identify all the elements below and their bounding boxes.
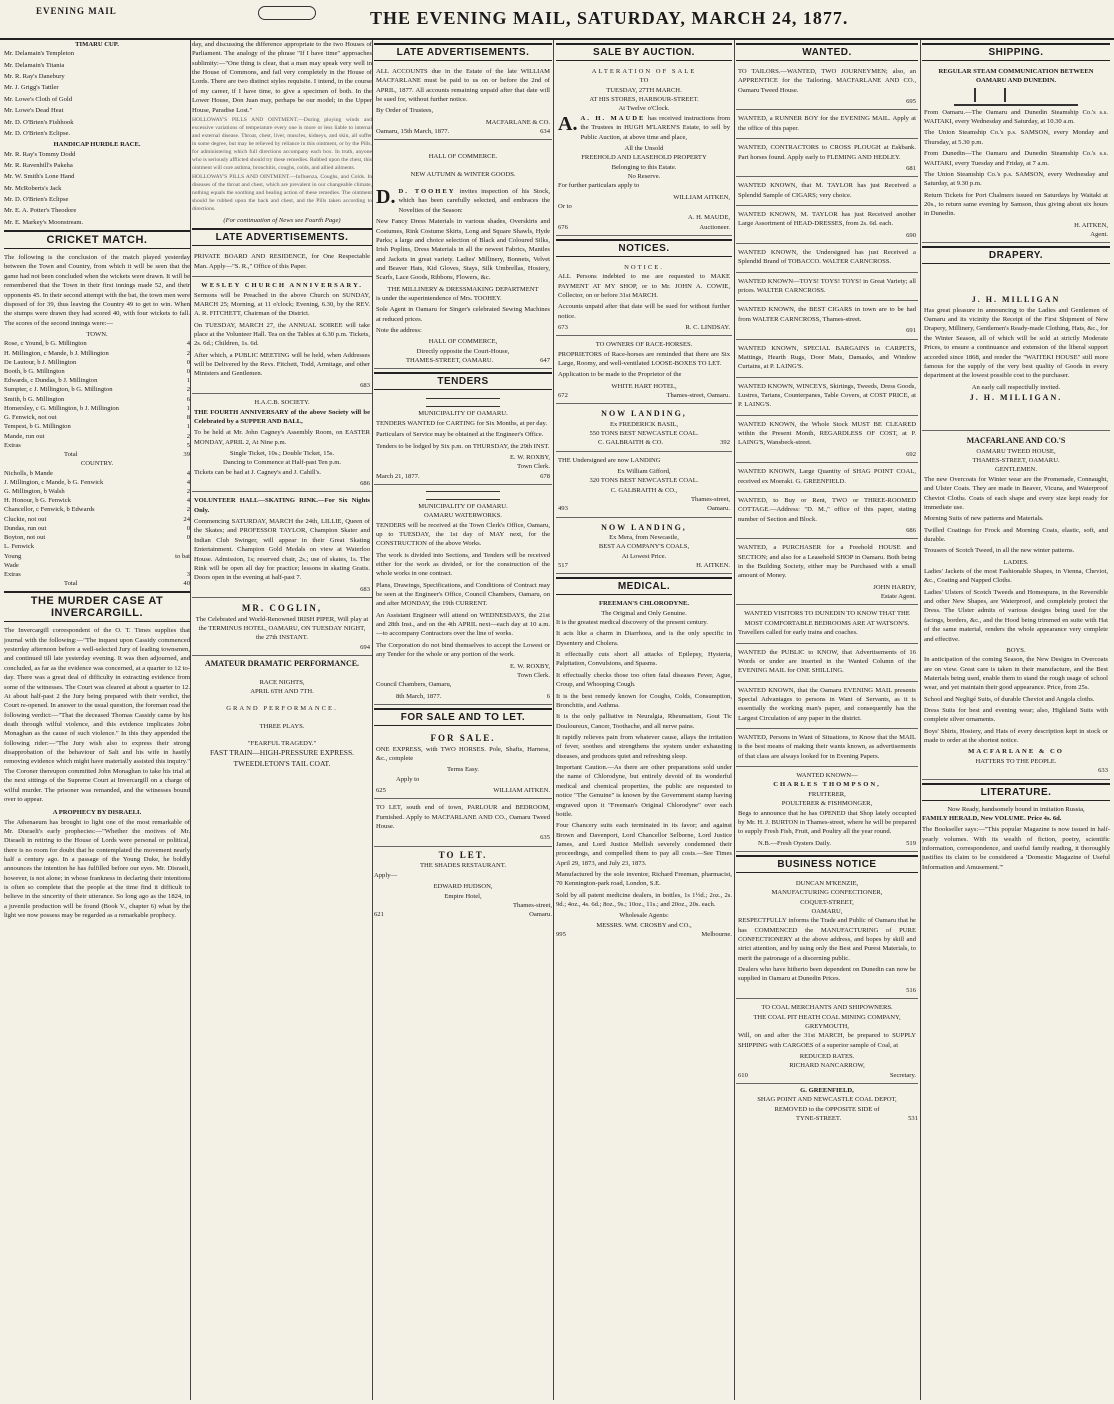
amateur-dramatic-ad: AMATEUR DRAMATIC PERFORMANCE. RACE NIGHTS, APRIL 6TH AND 7TH. GRAND PERFORMANCE. THREE PLAYS. "FEARFUL TRAGEDY." FAST TRAIN—HIGH-PRESSURE EXPRESS. TWEEDLETON'S TAIL COAT. — [204, 659, 360, 768]
batsman-score: 2 — [186, 349, 190, 357]
batsman-score: 2 — [186, 432, 190, 440]
score-row — [4, 349, 190, 358]
score-row — [4, 441, 190, 450]
wanted-ad: WANTED, CONTRACTORS to CROSS PLOUGH at Eskbank. Part horses found. Apply early to FLEMING AND HEDLEY. 681 — [736, 141, 918, 177]
score-row — [4, 533, 190, 542]
maude-auction-ad: ALTERATION OF SALE TO TUESDAY, 27TH MARCH. AT HIS STORES, HARBOUR-STREET. At Twelve o'Clock. A. A. H. MAUDE has received instructions from the Trustees in HUGH M'LAREN'S Estate, to sell by Public Auction, at above time and place, All the Unsold FREEHOLD AND LEASEHOLD PROPERTY Belonging to this Estate. No Reserve. For further particulars apply to WILLIAM AITKEN, Or to A. H. MAUDE, 676 Auctioneer. — [556, 65, 732, 236]
batsman-score: 0 — [186, 524, 190, 532]
timaru-cup-title: TIMARU CUP. — [75, 41, 119, 48]
score-row — [4, 404, 190, 413]
disraeli-continuation: day, and discussing the difference appropriate to the two Houses of Parliament. The analogy of the phrase "If I have time" approaches sublimity:—"One thing is clear, that a man may speak very well in the House of Commons, and fail very completely in the House of Lords. There are two distinct styles requisite. I intend, in the course of my career, if I have time, to give a specimen of both. In the Lower House, Don Juan may, perhaps be our model; in the Upper House, Paradise Lost." — [192, 41, 372, 114]
volunteer-hall-ad: VOLUNTEER HALL—SKATING RINK.—For Six Nights Only. Commencing SATURDAY, MARCH the 24th, LILLIE, Queen of the Skates; and PROFESSOR TAYLOR, Champion Skater and Indian Club Swinger, will appear in their Great Skating Entertainment. Champion Gold Medals on view at Waterloo House. Admission, 1s; reserved chair, 2s.; use of skates, 1s. The Rink will be open all day for practice; lessons in skating Gratis. Doors open in the evening at half-past 7. 683 — [192, 494, 372, 598]
wanted-ad: WANTED VISITORS TO DUNEDIN TO KNOW THAT THE MOST COMFORTABLE BEDROOMS ARE AT WATSON'S. Travellers called for early trains and coaches. — [736, 607, 918, 643]
batsman-score: 6 — [186, 395, 190, 403]
express-for-sale-ad: FOR SALE. ONE EXPRESS, with TWO HORSES. Pole, Shafts, Harness, &c., complete Terms Easy. Apply to 625 WILLIAM AITKEN. — [374, 730, 552, 799]
column-rule — [734, 40, 735, 1400]
business-notice-header: BUSINESS NOTICE — [736, 855, 918, 873]
wanted-ad: WANTED KNOWN, that M. TAYLOR has just Received a Splendid Sample of CIGARS; very choice. — [736, 179, 918, 206]
race-entry: Mr. D. O'Brien's Eclipse — [4, 196, 69, 204]
wanted-ad: WANTED KNOWN, WINCEYS, Skirtings, Tweeds, Dress Goods, Lustres, Tartans, Counterpanes, Table Covers, at COST PRICE, at P. LAING'S. — [736, 380, 918, 416]
score-row — [4, 496, 190, 505]
batsman-score: 4 — [186, 478, 190, 486]
score-row — [4, 552, 190, 561]
race-entry: Mr. Delamain's Titania — [4, 61, 65, 69]
batsman-score: 2 — [186, 506, 190, 514]
hacb-society-ad: H.A.C.B. SOCIETY. THE FOURTH ANNIVERSARY of the above Society will be Celebrated by a SUPPER AND BALL, To be held at Mr. John Cagney's Assembly Room, on EASTER MONDAY, APRIL 2, At Nine p.m. Single Ticket, 10s.; Double Ticket, 15s. Dancing to Commence at Half-past Ten p.m. Tickets can be had at J. Cagney's and J. Cahill's. 686 — [192, 396, 372, 492]
batsman-score: 5 — [186, 441, 190, 449]
literature-header: LITERATURE. — [922, 783, 1110, 801]
steam-communication-ad: REGULAR STEAM COMMUNICATION BETWEEN OAMARU AND DUNEDIN. From Oamaru.—The Oamaru and Dunedin Steamship Co.'s s.s. WAITAKI, every Wednesday and Saturday, at 10.30 a.m. The Union Steamship Co.'s p.s. SAMSON, every Monday and Thursday, at 5.30 p.m. From Dunedin—The Oamaru and Dunedin Steamship Co.'s s.s. WAITAKI, every Tuesday and Friday, at 7 a.m. The Union Steamship Co.'s p.s. SAMSON, every Wednesday and Saturday, at 9.30 p.m. Return Tickets for Port Chalmers issued on Saturdays by Waitaki at 20s., to return same evening by Samson, thus giving about six hours in Dunedin. H. AITKEN, Agent. — [922, 65, 1110, 243]
score-row — [4, 339, 190, 348]
wanted-ad: WANTED KNOWN, the Undersigned has just Received a Splendid Brand of TOBACCO. WALTER CARNCROSS. — [736, 246, 918, 273]
toohey-ad: HALL OF COMMERCE. NEW AUTUMN & WINTER GOODS. D. D. TOOHEY invites inspection of his Stock, which has been carefully selected, and embraces the Novelties of the Season: New Fancy Dress Materials in various shades, Overskirts and Costumes, Rink Costume Skirts, Long and Square Shawls, Hyde Parks; a large and choice selection of Black and Coloured Silks, Irish Poplins, Dress Materials in all the newest Fabrics, Mantles and Jackets in great variety. Ladies' Millinery, Bonnets, Velvet and Beaver Hats, Kid Gloves, Stays, Silk Umbrellas, Hosiery, Scarfs, Lace Goods, Ribbons, Flowers, &c. THE MILLINERY & DRESSMAKING DEPARTMENT is under the superintendence of Mrs. TOOHEY. Sole Agent in Oamaru for Singer's celebrated Sewing Machines at reduced prices. Note the address: HALL OF COMMERCE, Directly opposite the Court-House, THAMES-STREET, OAMARU. 647 — [374, 142, 552, 369]
batsman-score: 1 — [186, 423, 190, 431]
score-row — [4, 422, 190, 431]
batsman-name: H. Honour, b G. Fenwick — [4, 497, 71, 505]
medical-header: MEDICAL. — [556, 577, 732, 595]
wanted-ad: WANTED KNOWN, SPECIAL BARGAINS in CARPETS, Mattings, Hearth Rugs, Door Mats, Damasks, and Window Curtains, at P. LAING'S. — [736, 342, 918, 378]
column-4 — [556, 40, 732, 1402]
gifford-coal-ad: THE Undersigned are now LANDING Ex William Gifford, 320 TONS BEST NEWCASTLE COAL. C. GALBRAITH & CO., Thames-street, 493 Oamaru. — [556, 454, 732, 518]
handicap-title: HANDICAP HURDLE RACE. — [53, 141, 141, 149]
score-row — [4, 542, 190, 551]
wanted-header: WANTED. — [736, 43, 918, 61]
thompson-fruiterer-ad: WANTED KNOWN— CHARLES THOMPSON, FRUITERER, POULTERER & FISHMONGER, Begs to announce that he has OPENED that Shop lately occupied by Mr. H. J. BURTON in Thames-street, where he will be prepared to supply Fresh Fish, Fruit, and Poultry all the year round. N.B.—Fresh Oysters Daily. 519 — [736, 769, 918, 852]
masthead — [0, 0, 1114, 40]
carting-tender-ad: MUNICIPALITY OF OAMARU. TENDERS WANTED for CARTING for Six Months, at per day. Particulars of Service may be obtained at the Engineer's Office. Tenders to be lodged by Six p.m. on THURSDAY, the 29th INST. E. W. ROXBY, Town Clerk. March 21, 1877. 678 — [374, 394, 552, 484]
batsman-name: Extras — [4, 570, 21, 578]
column-rule — [553, 40, 554, 1400]
batsman-score: 24 — [183, 515, 190, 523]
drapery-header: DRAPERY. — [922, 246, 1110, 264]
batsman-name: Booth, b G. Millington — [4, 368, 65, 375]
wanted-ad: WANTED, a RUNNER BOY for the EVENING MAIL. Apply at the office of this paper. — [736, 112, 918, 139]
batsman-name: Cluckie, not out — [4, 515, 47, 523]
score-row — [4, 358, 190, 367]
batsman-name: H. Millington, c Mande, b J. Millington — [4, 349, 109, 357]
column-1 — [4, 40, 190, 1402]
holloway-ad-2: HOLLOWAY'S PILLS AND OINTMENT.—Influenza, Coughs, and Colds. In diseases of the throat and chest, which are prevalent in our changeable climate, nothing equals the soothing and healing action of these remedies. The ointment should be rubbed upon the back and chest, and the Pills taken according to directions. — [192, 174, 372, 213]
batsman-name: Rose, c Yound, b G. Millington — [4, 340, 87, 348]
score-row — [4, 570, 190, 579]
score-row — [4, 561, 190, 570]
batsman-score: 4 — [186, 340, 190, 348]
race-entry: Mr. R. Ray's Danebury — [4, 73, 65, 81]
timaru-cup-list — [4, 49, 190, 138]
batsman-score: 0 — [186, 534, 190, 542]
waterworks-tender-ad: MUNICIPALITY OF OAMARU. OAMARU WATERWORKS. TENDERS will be received at the Town Clerk's Office, Oamaru, up to TUESDAY, the 1st day of MAY next, for the CONSTRUCTION of the above Works. The work is divided into Sections, and Tenders will be received either for the work as divided, or for the construction of the whole works in one contract. Plans, Drawings, Specifications, and Conditions of Contract may be seen at the Engineer's Office, Council Chambers, Oamaru, on and after MONDAY, the 19th CURRENT. An Assistant Engineer will attend on WEDNESDAYS, the 21st and 28th Inst., and on the 4th APRIL next—each day at 10 a.m.—to accompany Contractors over the line of works. The Corporation do not bind themselves to accept the Lowest or any Tender for the whole or any portion of the work. E. W. ROXBY, Town Clerk. Council Chambers, Oamaru, 8th March, 1877. 6 — [374, 487, 552, 705]
batsman-name: Homersley, c G. Millington, b J. Millington — [4, 404, 119, 412]
country-score-table — [4, 469, 190, 580]
wanted-ad: WANTED, Persons in Want of Situations, to Know that the MAIL is the best means of making their wants known, as advertisements of that class are always looked for in Evening Papers. — [736, 731, 918, 767]
race-entry: Mr. R. Ravenhill's Pakeha — [4, 161, 73, 169]
continuation-note: (For continuation of News see Fourth Page) — [223, 217, 341, 225]
prophecy-title: A PROPHECY BY DISRAELI. — [52, 809, 142, 817]
score-row — [4, 413, 190, 422]
race-entry: Mr. W. Smith's Lone Hand — [4, 173, 75, 181]
batsman-name: Mande, run out — [4, 432, 45, 440]
race-entry: Mr. Lowe's Cloth of Gold — [4, 95, 73, 103]
batsman-score: to bat — [175, 552, 190, 560]
greenfield-coal-ad: G. GREENFIELD, SHAG POINT AND NEWCASTLE COAL DEPOT, REMOVED to the OPPOSITE SIDE of TYNE-STREET. 531 — [757, 1086, 918, 1122]
batsman-score: 4 — [186, 469, 190, 477]
parlour-to-let-ad: TO LET, south end of town, PARLOUR and BEDROOM, Furnished. Apply to MACFARLANE AND CO., Oamaru Tweed House. 635 — [374, 801, 552, 846]
wanted-ad: WANTED KNOWN, M. TAYLOR has just Received another Large Assortment of HEAD-DRESSES, from 2s. 6d. each. 690 — [736, 208, 918, 244]
town-total-row: Total 39 — [64, 450, 190, 458]
batsman-name: G. Fenwick, not out — [4, 414, 57, 422]
basil-coal-ad: NOW LANDING, Ex FREDERICK BASIL, 550 TONS BEST NEWCASTLE COAL. C. GALBRAITH & CO. 392 — [556, 406, 732, 451]
country-total-row: Total 40 — [64, 580, 190, 588]
race-horse-owners-ad: TO OWNERS OF RACE-HORSES. PROPRIETORS of Race-horses are reminded that there are Six Large, Roomy, and well-ventilated LOOSE-BOXES TO LET. Application to be made to the Proprietor of the WHITE HART HOTEL, 672 Thames-street, Oamaru. — [556, 338, 732, 404]
race-entry: Mr. R. Ray's Tommy Dodd — [4, 150, 76, 158]
batsman-score: 2 — [186, 386, 190, 394]
batsman-name: Young — [4, 552, 22, 560]
batsman-score: 3 — [186, 570, 190, 578]
masthead-title: THE EVENING MAIL, SATURDAY, MARCH 24, 1877. — [370, 8, 849, 28]
batsman-score: 8 — [186, 414, 190, 422]
score-row — [4, 487, 190, 496]
handicap-list — [4, 150, 190, 228]
score-row — [4, 505, 190, 514]
wanted-ad: WANTED KNOWN, that the Oamaru EVENING MAIL presents Special Advantages to persons in Want of Servants, as it is essentially the working man's paper, and consequently has the Largest Circulation of any paper in the district. — [736, 684, 918, 729]
batsman-score: 1 — [186, 404, 190, 412]
race-entry: Mr. D. O'Brien's Fishhook — [4, 118, 74, 126]
late-advertisements-header-2: LATE ADVERTISEMENTS. — [374, 43, 552, 61]
coal-pit-heath-ad: TO COAL MERCHANTS AND SHIPOWNERS. THE COAL PIT HEATH COAL MINING COMPANY, GREYMOUTH, Will, on and after the 31st MARCH, be prepared to SUPPLY SHIPPING with CARGOES of a superior sample of Coal, at REDUCED RATES. RICHARD NANCARROW, 610 Secretary. — [736, 1001, 918, 1084]
column-rule — [920, 40, 921, 1400]
batsman-name: Boyton, not out — [4, 534, 46, 542]
batsman-name: Smith, b G. Millington — [4, 395, 65, 403]
score-row — [4, 515, 190, 524]
race-entry: Mr. Delamain's Templeton — [4, 50, 75, 58]
sale-and-let-header: FOR SALE AND TO LET. — [374, 708, 552, 726]
race-entry: Mr. Lowe's Dead Heat — [4, 107, 64, 115]
steamship-icon — [954, 88, 1078, 106]
batsman-name: Dundas, run out — [4, 524, 47, 532]
race-entry: Mr. J. Grigg's Tattler — [4, 84, 59, 92]
wanted-ad: WANTED KNOWN, Large Quantity of SHAG POINT COAL, received ex Moeraki. G. GREENFIELD. — [736, 465, 918, 492]
score-row — [4, 385, 190, 394]
batsman-name: L. Fenwick — [4, 543, 35, 551]
macfarlane-accounts-ad: ALL ACCOUNTS due in the Estate of the late WILLIAM MACFARLANE must be paid to us on or before the 2nd of APRIL, 1877. All accounts remaining unpaid after that date will be sued for, without further notice. By Order of Trustees, MACFARLANE & CO. Oamaru, 15th March, 1877. 634 — [374, 65, 552, 140]
family-herald-ad: Now Ready, handsomely bound in imitation Russia, FAMILY HERALD, New VOLUME. Price 4s. 6d. The Bookseller says:—"This popular Magazine is now issued in half-yearly volumes. With its wealth of fiction, poetry, scientific information, correspondence, and useful family reading, it thoroughly justifies its claim to be considered a 'Domestic Magazine of Useful Information and Amusement.'" — [922, 805, 1110, 871]
score-row — [4, 469, 190, 478]
tweed-house-ad: MACFARLANE AND CO.'S OAMARU TWEED HOUSE, THAMES-STREET, OAMARU. GENTLEMEN. The new Overcoats for Winter wear are the Promenade, Connaught, and Ulster Coats. They are made in Beaver, Vicuna, and Waterproof Cheviot Cloths. Coats of each shape and every size kept ready for immediate use. Morning Suits of new patterns and Materials. Twilled Coatings for Frock and Morning Coats, elastic, soft, and durable. Trousers of Scotch Tweed, in all the new winter patterns. LADIES. Ladies' Jackets of the most Fashionable Shapes, in Vienna, Cheviot, &c., Coating and Napped Cloths. Ladies' Ulsters of Scotch Tweeds and Homespuns, in the Reversible and other New Shapes, are Waterproof, and completely protect the Dress. The Ulster admits of various designs being used for the facings, borders, &c., and the Hood being trimmed en suite with Hat of the same material, renders the whole appearance very complete and effective. BOYS. In anticipation of the coming Season, the New Designs in Overcoats are on view. Great care is taken in their manufacture, and the Best Materials being used, enable them to stand the rough usage of school wear, and yet maintain their good appearance. Price, from 25s. School and Negligé Suits, of durable Cheviot and Angola cloths. Dress Suits for best and evening wear; also, Highland Suits with complete silver ornaments. Boys' Shirts, Hosiery, and Hats of every description kept in stock or made to order at the shortest notice. MACFARLANE & CO HATTERS TO THE PEOPLE. 633 — [922, 433, 1110, 779]
batsman-score: 1 — [186, 377, 190, 385]
late-advertisements-header: LATE ADVERTISEMENTS. — [192, 228, 372, 246]
wanted-ad: WANTED KNOWN, the BEST CIGARS in town are to be had from WALTER CARNCROSS, Thames-street. 691 — [736, 303, 918, 339]
town-label: TOWN. — [86, 330, 108, 338]
milligan-drapery-ad: J. H. MILLIGAN Has great pleasure in announcing to the Ladies and Gentlemen of Oamaru and its vicinity the Receipt of the First Shipment of New Drapery, Millinery, Gentlemen's Ready-made Clothing, Hats, &c., for the Winter Season, all of which will be sold at strictly Moderate Prices, to ensure a continuance and extension of the liberal support accorded since 1868, and render the "WAITEKI HOUSE" still more famous for the supply of the very best quality of Goods in every department at the lowest possible cost to the purchaser. An early call respectfully invited. J. H. MILLIGAN. — [922, 268, 1110, 431]
wanted-ad: WANTED KNOWN—TOYS! TOYS! TOYS! in Great Variety; all prices. WALTER CARNCROSS. — [736, 275, 918, 302]
mckenzie-confectioner-ad: DUNCAN M'KENZIE, MANUFACTURING CONFECTIONER, COQUET-STREET, OAMARU, RESPECTFULLY informs the Trade and Public of Oamaru that he has COMMENCED the MANUFACTURING of PURE CONFECTIONERY at the above address, and hopes by skill and strict attention, and by using only the Best and Purest Materials, to merit the patronage of a discerning public. Dealers who have hitherto been dependent on Dunedin can now be supplied in Oamaru at Dunedin Prices. 516 — [736, 877, 918, 999]
country-label: COUNTRY. — [80, 460, 114, 468]
wanted-ad: WANTED the PUBLIC to KNOW, that Advertisements of 16 Words or under are inserted in the Wanted Column of the EVENING MAIL for ONE SHILLING. — [736, 646, 918, 682]
cricket-match-header: CRICKET MATCH. — [4, 230, 190, 249]
batsman-score: 2 — [186, 487, 190, 495]
race-entry: Mr. E. A. Potter's Theodore — [4, 207, 77, 215]
column-rule — [372, 40, 373, 1400]
column-2 — [192, 40, 372, 1402]
shipping-header: SHIPPING. — [922, 43, 1110, 61]
wanted-ad: WANTED, a PURCHASER for a Freehold HOUSE and SECTION; and also for a Leasehold SHOP in Oamaru. Both being in the Building Society, either may be Purchased with a small amount of Money. JOHN HARDY, Estate Agent. — [736, 541, 918, 605]
town-score-table — [4, 339, 190, 450]
wanted-ad: TO TAILORS.—WANTED, TWO JOURNEYMEN; also, an APPRENTICE for the Tailoring. MACFARLANE AND CO., Oamaru Tweed House. 695 — [736, 65, 918, 110]
batsman-name: Sumpter, c J. Millington, b G. Millington — [4, 386, 113, 394]
batsman-name: Chancellor, c Fenwick, b Edwards — [4, 506, 95, 514]
batsman-score: 0 — [186, 368, 190, 375]
batsman-name: Wade — [4, 561, 19, 569]
column-6 — [922, 40, 1110, 1402]
batsman-name: Edwards, c Dundas, b J. Millington — [4, 377, 98, 385]
masthead-left-fragment: EVENING MAIL — [36, 6, 117, 16]
score-row — [4, 478, 190, 487]
shades-restaurant-ad: TO LET. THE SHADES RESTAURANT. Apply— EDWARD HUDSON, Empire Hotel, Thames-street, 621 Oamaru. — [374, 849, 552, 919]
batsman-name: Tempest, b G. Millington — [4, 423, 71, 431]
wanted-ad: WANTED, to Buy or Rent, TWO or THREE-ROOMED COTTAGE.—Address: "D. M.," office of this paper, stating number of Section and Block. 686 — [736, 494, 918, 539]
score-row — [4, 432, 190, 441]
notices-header: NOTICES. — [556, 239, 732, 257]
score-row — [4, 524, 190, 533]
batsman-name: De Lautour, b J. Millington — [4, 358, 77, 366]
score-row — [4, 395, 190, 404]
batsman-name: J. Millington, c Mande, b G. Fenwick — [4, 478, 104, 486]
race-entry: Mr. E. Markey's Moonstream. — [4, 218, 84, 226]
batsman-score: 0 — [186, 358, 190, 366]
cricket-text: The following is the conclusion of the match played yesterday between the Town and Country, from which it will be seen that the game had not been concluded when the wickets were drawn. It will be remembered that the Town in their first innings made 52, and their opponents 45. In their second attempt with the bat, the town men were disposed of for 39, thus leaving the Country 49 to get to win. When the stumps were drawn they had scored 40, with four wickets to fall. The scores of the second innings were:— — [4, 254, 190, 327]
murder-case-text: The Invercargill correspondent of the O. T. Times supplies that journal with the following:—"The inquest upon Cassidy commenced yesterday afternoon before a well-selected Jury of leading townsmen, and continued till late yesterday evening. It was then adjourned, and concluded, as far as the evidence was concerned, at a quarter to 12 to-day. There was a great deal of difficulty in extracting evidence from some of the witnesses. The Court was cleared at about a quarter to 12. At about half-past 2 the Jury being prepared with their verdict, the Court re-opened. In answer to the usual question, the foreman read the following verdict:—"That the deceased Thomas Cassidy came by his death through wilful violence, and this evidence implicates John Monaghan as the cause of such violence." In this they appended the following rider:—"The Jury wish also to express their strong disapprobation of the behaviour of Salt and his wife in hastily removing evidence which might have materially assisted this inquiry." The Coroner thereupon committed John Monaghan to take his trial at the next sittings of the Supreme Court at Invercargill on a charge of wilful murder. The prisoner was remanded, and the witnesses bound over to appear. — [4, 627, 190, 803]
prophecy-text: The Athenaeum has brought to light one of the most remarkable of Mr. Disraeli's early prophecies:—"Whether the motives of Mr. Disraeli in retiring to the House of Lords were personal or political, there is no room for doubt that he contemplated the movement nearly half a century ago. In a passage of the Young Duke, he boldly announces the intention he has fulfilled before our eyes. Mr. Disraeli, however, is not alone; in whose frankness in declaring their intentions is often so complete that the people at the time find it difficult to believe in the sincerity of their utterance. So long ago as the 1824, in a juvenile production will be found (Book V., chapter 6) what by the light we now possess may be regarded as a remarkable prophecy. — [4, 818, 190, 920]
score-row — [4, 376, 190, 385]
batsman-name: Extras — [4, 441, 21, 449]
holloway-ad: HOLLOWAY'S PILLS AND OINTMENT.—During ploying winds and excessive variations of temperature every one is more or less liable to internal and external disease. Throat, chest, liver, muscles, kidneys, and skin, all suffer in some degree, but may be relieved by reliance in this ointment, or by the Pills, for administering which full directions accompany each box. In truth, anyone who is seriously afflicted should try these remedies. Rubbed upon the chest, this ointment will cure asthma, bronchitis, coughs, colds, and allied ailments. — [192, 116, 372, 171]
column-rule — [190, 40, 191, 1400]
wanted-ad: WANTED KNOWN, the Whole Stock MUST BE CLEARED within the Present Month, REGARDLESS OF COST, at P. LAING'S, Wansbeck-street. 692 — [736, 418, 918, 463]
municipal-crest-icon — [426, 398, 500, 407]
coglin-ad: MR. COGLIN, The Celebrated and World-Renowned IRISH PIPER, Will play at the TERMINUS HOTEL, OAMARU, ON TUESDAY NIGHT, the 27th INSTANT. 694 — [192, 600, 372, 656]
lindsay-notice-ad: NOTICE. ALL Persons indebted to me are requested to MAKE PAYMENT AT MY SHOP, or to Mr. JOHN A. COWIE, Collector, on or before 31st MARCH. Accounts unpaid after that date will be sued for without further notice. 673 R. C. LINDSAY. — [556, 261, 732, 336]
batsman-score: 4 — [186, 497, 190, 505]
batsman-name: G. Millington, b Walsh — [4, 487, 65, 495]
score-row — [4, 367, 190, 376]
sale-by-auction-header: SALE BY AUCTION. — [556, 43, 732, 61]
race-entry: Mr. McRoberts's Jack — [4, 184, 62, 192]
masthead-ornament-icon — [258, 6, 316, 20]
batsman-name: Nicholls, b Mande — [4, 469, 53, 477]
private-board-ad: PRIVATE BOARD AND RESIDENCE, for One Respectable Man. Apply—"S. R.," Office of this Paper. — [192, 250, 372, 277]
column-3 — [374, 40, 552, 1402]
municipal-crest-icon — [426, 491, 500, 500]
chlorodyne-ad: FREEMAN'S CHLORODYNE. The Original and Only Genuine. It is the greatest medical discovery of the present century. It acts like a charm in Diarrhoea, and is the only specific in Dysentery and Cholera. It effectually cuts short all attacks of Epilepsy, Hysteria, Palpitation, Convulsions, and Spasms. It effectually checks those too often fatal diseases Fever, Ague, Croup, and Whooping Cough. It is the best remedy known for Coughs, Colds, Consumption, Bronchitis, and Asthma. It is the only palliative in Neuralgia, Rheumatism, Gout Tic Douloureux, Cancer, Toothache, and all nerve pains. It rapidly relieves pain from whatever cause, allays the irritation of fever, soothes and strengthens the system under exhausting diseases, and produces quiet and refreshing sleep. Important Caution.—As there are other preparations sold under the name of Chlorodyne, but entirely devoid of its wonderful medical and chemical properties, the public are requested to notice "The Genuine" is known by the Government stamp having engraved upon it "Freeman's Original Chlorodyne" over each bottle. Four Chancery suits each terminated in its favor; and against Brown and Davenport, Lord Chancellor Selborne, Lord Justice James, and Lord Justice Mellish severely condemned their proceedings, and compelled them to pay all costs.—See Times April 29, 1873, and July 23, 1873. Manufactured by the sole inventor, Richard Freeman, pharmacist, 70 Kennington-park road, London, S.E. Sold by all patent medicine dealers, in bottles, 1s 1½d.; 2oz., 2s. 9d.; 4oz., 4s. 6d.; 8oz., 9s.; 10oz., 11s.; and 20oz., 20s. each. Wholesale Agents: MESSRS. WM. CROSBY and CO., 995 Melbourne. — [556, 600, 732, 939]
column-5 — [736, 40, 918, 1402]
murder-case-header: THE MURDER CASE AT INVERCARGILL. — [4, 591, 190, 622]
race-entry: Mr. D. O'Brien's Eclipse. — [4, 129, 71, 137]
mera-coal-ad: NOW LANDING, Ex Mera, from Newcastle, BEST AA COMPANY'S COALS, At Lowest Price. 517 H. AITKEN. — [556, 520, 732, 575]
tenders-header: TENDERS — [374, 372, 552, 390]
wesley-church-ad: WESLEY CHURCH ANNIVERSARY. Sermons will be Preached in the above Church on SUNDAY, MARCH 25; Morning, at 11 o'clock; Evening, 6.30, by the REV. A. R. FITCHETT, Chairman of the District. On TUESDAY, MARCH 27, the ANNUAL SOIREE will take place at the Volunteer Hall. Tea on the Tables at 6.30 p.m. Tickets, 2s. 6d.; Children, 1s. 6d. After which, a PUBLIC MEETING will be held, when Addresses will be Delivered by the Revs. Fitchett, Todd, Armitage, and other Ministers and Gentlemen. 683 — [192, 279, 372, 394]
